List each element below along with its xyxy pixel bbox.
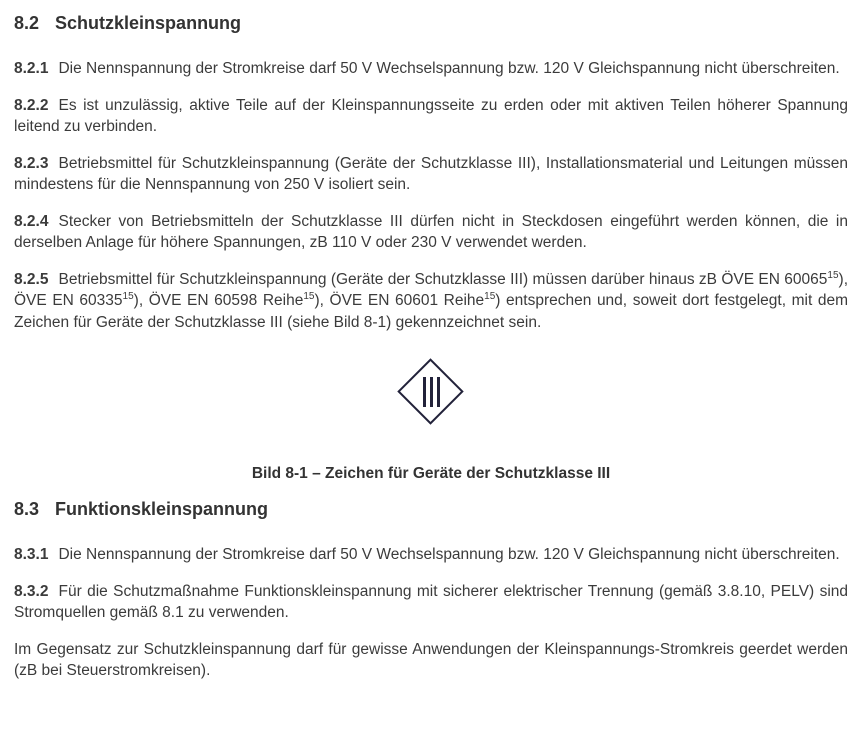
paragraph-text: Für die Schutzmaßnahme Funktionskleinspannung mit sicherer elektrischer Trennung (gemäß 3.8.10, PELV) sind Stromquellen gemäß 8.1 zu verwenden. [14, 582, 848, 621]
paragraph-number: 8.2.5 [14, 270, 49, 288]
paragraph-text-segment: ), ÖVE EN 60601 Reihe [314, 292, 485, 309]
paragraph-number: 8.2.2 [14, 96, 49, 114]
paragraph-8-3-2 [14, 581, 848, 624]
paragraph-text-segment: ), ÖVE EN 60335 [14, 270, 848, 309]
heading-title: Funktionskleinspannung [55, 499, 269, 519]
paragraph-8-2-1 [14, 58, 848, 80]
section-heading-8-2 [14, 12, 848, 34]
footnote-reference: 15 [827, 269, 839, 281]
section-heading-8-3 [14, 498, 848, 520]
paragraph-number: 8.2.3 [14, 154, 49, 172]
paragraph-text: Die Nennspannung der Stromkreise darf 50 V Wechselspannung bzw. 120 V Gleichspannung nicht überschreiten. [58, 60, 840, 77]
heading-number: 8.3 [14, 499, 40, 519]
section-schutzkleinspannung [14, 12, 848, 484]
section-funktionskleinspannung [14, 498, 848, 682]
class-iii-bars [398, 359, 464, 425]
paragraph-8-2-3 [14, 153, 848, 196]
figure-bild-8-1 [14, 359, 848, 484]
heading-number: 8.2 [14, 13, 40, 33]
paragraph-text: Die Nennspannung der Stromkreise darf 50 V Wechselspannung bzw. 120 V Gleichspannung nicht überschreiten. [58, 546, 840, 563]
paragraph-text-segment: ), ÖVE EN 60598 Reihe [133, 292, 304, 309]
paragraph-8-2-5 [14, 269, 848, 334]
paragraph-number: 8.2.1 [14, 60, 49, 77]
footnote-reference: 15 [303, 290, 315, 302]
heading-title: Schutzkleinspannung [55, 13, 242, 33]
paragraph-8-3-1 [14, 544, 848, 566]
paragraph-number: 8.2.4 [14, 212, 49, 230]
paragraph-8-2-2 [14, 95, 848, 138]
paragraph-text: Es ist unzulässig, aktive Teile auf der Kleinspannungsseite zu erden oder mit aktiven Teilen höherer Spannung leitend zu verbinden. [14, 96, 848, 135]
class-iii-symbol [398, 359, 464, 425]
paragraph-text: Im Gegensatz zur Schutzkleinspannung darf für gewisse Anwendungen der Kleinspannungs-Stromkreis geerdet werden (zB bei Steuerstromkreisen). [14, 640, 848, 679]
figure-caption: Bild 8-1 – Zeichen für Geräte der Schutzklasse III [251, 465, 611, 482]
footnote-reference: 15 [484, 290, 496, 302]
paragraph-number: 8.3.1 [14, 546, 49, 563]
paragraph-number: 8.3.2 [14, 582, 49, 600]
paragraph-closing-note [14, 639, 848, 682]
paragraph-8-2-4 [14, 211, 848, 254]
paragraph-text-segment: Betriebsmittel für Schutzkleinspannung (Geräte der Schutzklasse III) müssen darüber hinaus zB ÖVE EN 60065 [58, 270, 828, 288]
paragraph-text-segment: ) entsprechen und, soweit dort festgelegt, mit dem Zeichen für Geräte der Schutzklasse III (siehe Bild 8-1) gekennzeichnet sein. [14, 292, 849, 331]
footnote-reference: 15 [122, 290, 134, 302]
paragraph-text: Betriebsmittel für Schutzkleinspannung (Geräte der Schutzklasse III), Installationsmaterial und Leitungen müssen mindestens für die Nennspannung von 250 V isoliert sein. [14, 154, 848, 193]
paragraph-text: Stecker von Betriebsmitteln der Schutzklasse III dürfen nicht in Steckdosen eingeführt werden können, die in derselben Anlage für höhere Spannungen, zB 110 V oder 230 V verwendet werden. [14, 212, 848, 251]
